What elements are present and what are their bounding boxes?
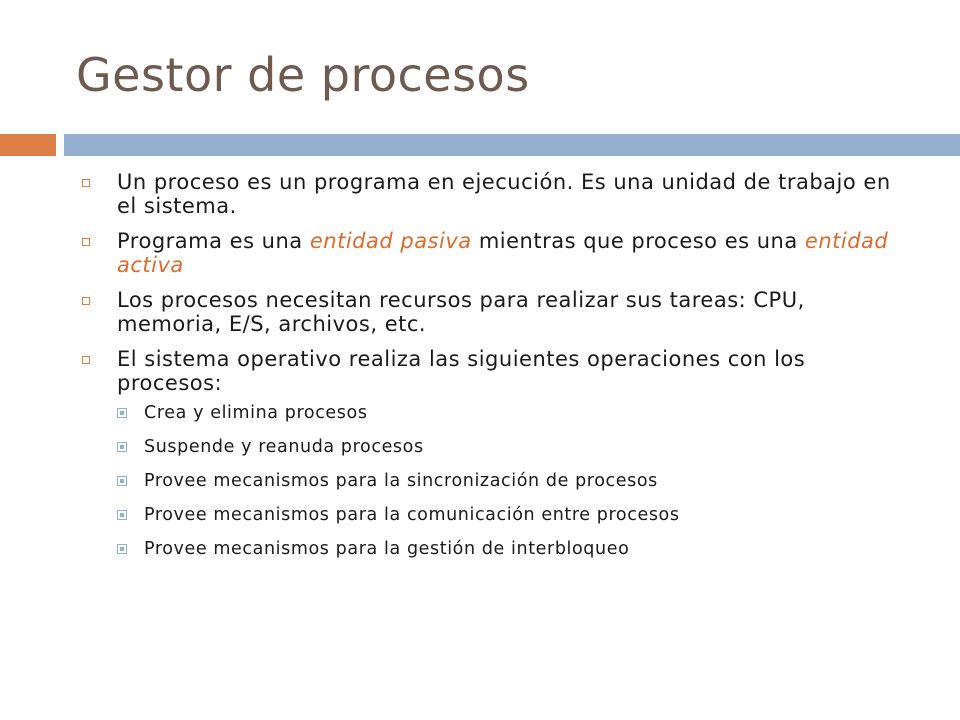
- filled-square-bullet-icon: [117, 442, 127, 452]
- sub-bullet-text: Suspende y reanuda procesos: [144, 437, 424, 457]
- header-bar: [64, 134, 960, 156]
- sub-bullet-item: [117, 538, 892, 572]
- sub-bullet-item: [117, 504, 892, 538]
- highlight-active: entidad activa: [117, 229, 889, 277]
- square-bullet-icon: [82, 356, 90, 364]
- sub-bullet-text: Provee mecanismos para la gestión de interbloqueo: [144, 539, 630, 559]
- bullet-item-3: [82, 288, 892, 336]
- sub-bullet-text: Provee mecanismos para la sincronización de procesos: [144, 471, 658, 491]
- bullet-item-2: [82, 229, 892, 277]
- sub-bullet-text: Crea y elimina procesos: [144, 403, 368, 423]
- text-segment: mientras que proceso es una: [471, 229, 805, 253]
- bullet-item-1: [82, 170, 892, 218]
- sub-bullet-text: Provee mecanismos para la comunicación entre procesos: [144, 505, 680, 525]
- bullet-text-4: El sistema operativo realiza las siguientes operaciones con los procesos:: [117, 347, 806, 395]
- square-bullet-icon: [82, 297, 90, 305]
- filled-square-bullet-icon: [117, 476, 127, 486]
- sub-bullet-item: [117, 402, 892, 436]
- bullet-list: [82, 170, 892, 583]
- bullet-item-4: [82, 347, 892, 572]
- square-bullet-icon: [82, 179, 90, 187]
- sub-bullet-list: [117, 402, 892, 572]
- bullet-text-3: Los procesos necesitan recursos para realizar sus tareas: CPU, memoria, E/S, archivos, etc.: [117, 288, 805, 336]
- bullet-text-2: [117, 229, 892, 277]
- sub-bullet-item: [117, 470, 892, 504]
- slide-title: Gestor de procesos: [76, 48, 530, 102]
- text-segment: Programa es una: [117, 229, 310, 253]
- square-bullet-icon: [82, 238, 90, 246]
- sub-bullet-item: [117, 436, 892, 470]
- bullet-text-1: Un proceso es un programa en ejecución. Es una unidad de trabajo en el sistema.: [117, 170, 891, 218]
- highlight-passive: entidad pasiva: [309, 229, 472, 253]
- filled-square-bullet-icon: [117, 544, 127, 554]
- filled-square-bullet-icon: [117, 408, 127, 418]
- filled-square-bullet-icon: [117, 510, 127, 520]
- accent-bar: [0, 134, 56, 156]
